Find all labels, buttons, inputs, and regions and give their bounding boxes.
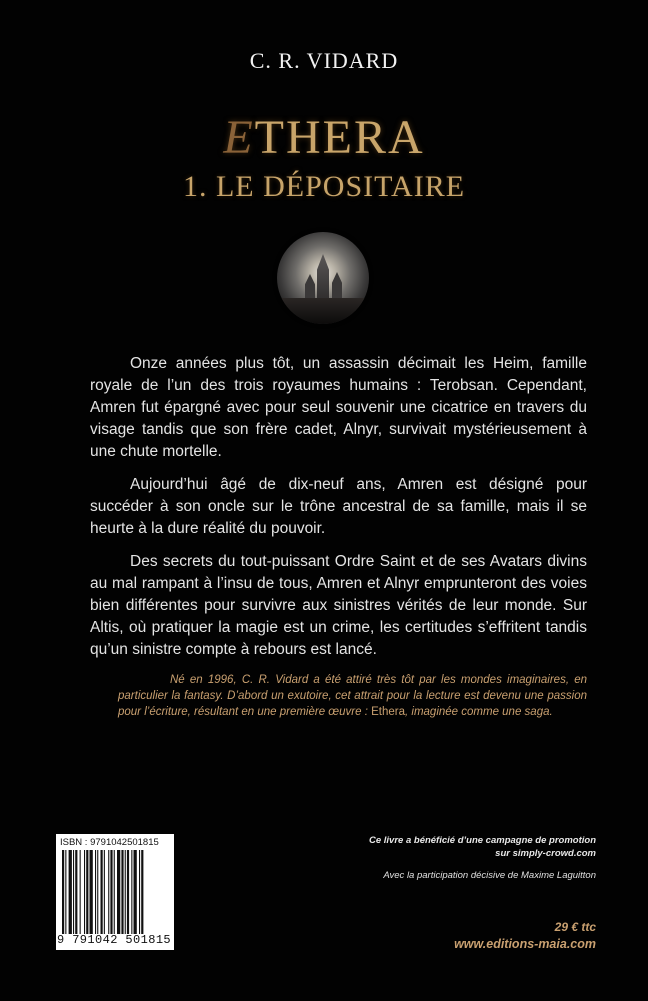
barcode-bar [101,850,103,934]
barcode-bar [97,850,98,934]
blurb-paragraph-1: Onze années plus tôt, un assassin décimait les Heim, famille royale de l’un des trois royaumes humains : Terobsan. Cependant, Amren fut épargné avec pour seul souvenir une cicatrice en travers du visage tandis que son frère cadet, Alnyr, survivait mystérieusement à une chute mortelle. [90,355,587,460]
price: 29 € ttc [554,920,596,934]
isbn-digits: 9 791042 501815 [57,933,172,947]
barcode-bar [139,850,140,934]
author-bio-text: Né en 1996, C. R. Vidard a été attiré très tôt par les mondes imaginaires, en particulier la fantasy. D’abord un exutoire, cet attrait pour la lecture est devenu une passion pour l’écriture, résultant en une première œuvre : [118,674,587,718]
series-title [0,110,648,165]
promo-line-1: Ce livre a bénéficié d’une campagne de promotion [369,835,596,846]
barcode-bar [117,850,120,934]
barcode-bar [125,850,126,934]
promo-line-2: sur simply-crowd.com [495,848,596,859]
promo-note [296,834,596,860]
barcode-bar [108,850,109,934]
barcode-bar [62,850,64,934]
barcode-bar [110,850,112,934]
participation-note: Avec la participation décisive de Maxime Laguitton [383,870,596,881]
barcode-bar [131,850,132,934]
barcode-bar [80,850,81,934]
series-title-initial: E [223,111,255,164]
blurb-paragraph-2: Aujourd’hui âgé de dix-neuf ans, Amren est désigné pour succéder à son oncle sur le trône ancestral de sa famille, mais il se heurte à la dure réalité du pouvoir. [90,476,587,537]
isbn-barcode [56,834,174,950]
isbn-label: ISBN : 9791042501815 [60,837,159,848]
castle-ground [277,298,369,324]
barcode-bar [127,850,129,934]
barcode-bar [73,850,74,934]
barcode-bar [90,850,93,934]
author-name: C. R. VIDARD [249,48,399,73]
castle-orb-icon [277,232,369,324]
author-bio-end: , imaginée comme une saga. [405,706,553,718]
barcode-bar [84,850,85,934]
publisher-website: www.editions-maia.com [454,937,596,951]
volume-title: 1. LE DÉPOSITAIRE [182,170,466,203]
barcode-bar [95,850,96,934]
barcode-bar [121,850,123,934]
barcode-bar [114,850,115,934]
barcode-bar [141,850,143,934]
barcode-bar [104,850,105,934]
barcode-bar [65,850,66,934]
barcode-bar [75,850,77,934]
barcode-bar [134,850,137,934]
series-title-rest: THERA [254,111,425,164]
barcode-bars [62,850,168,934]
barcode-bar [86,850,88,934]
barcode-bar [69,850,72,934]
author-bio-book-title: Ethera [371,706,406,718]
blurb-paragraph-3: Des secrets du tout-puissant Ordre Saint et de ses Avatars divins au mal rampant à l’insu de tous, Amren et Alnyr emprunteront des voies bien différentes pour survivre aux sinistres vérités de leur monde. Sur Altis, où pratiquer la magie est un crime, les certitudes s’effritent tandis qu’un sinistre compte à rebours est lancé. [90,553,587,658]
author-bio [118,672,587,720]
